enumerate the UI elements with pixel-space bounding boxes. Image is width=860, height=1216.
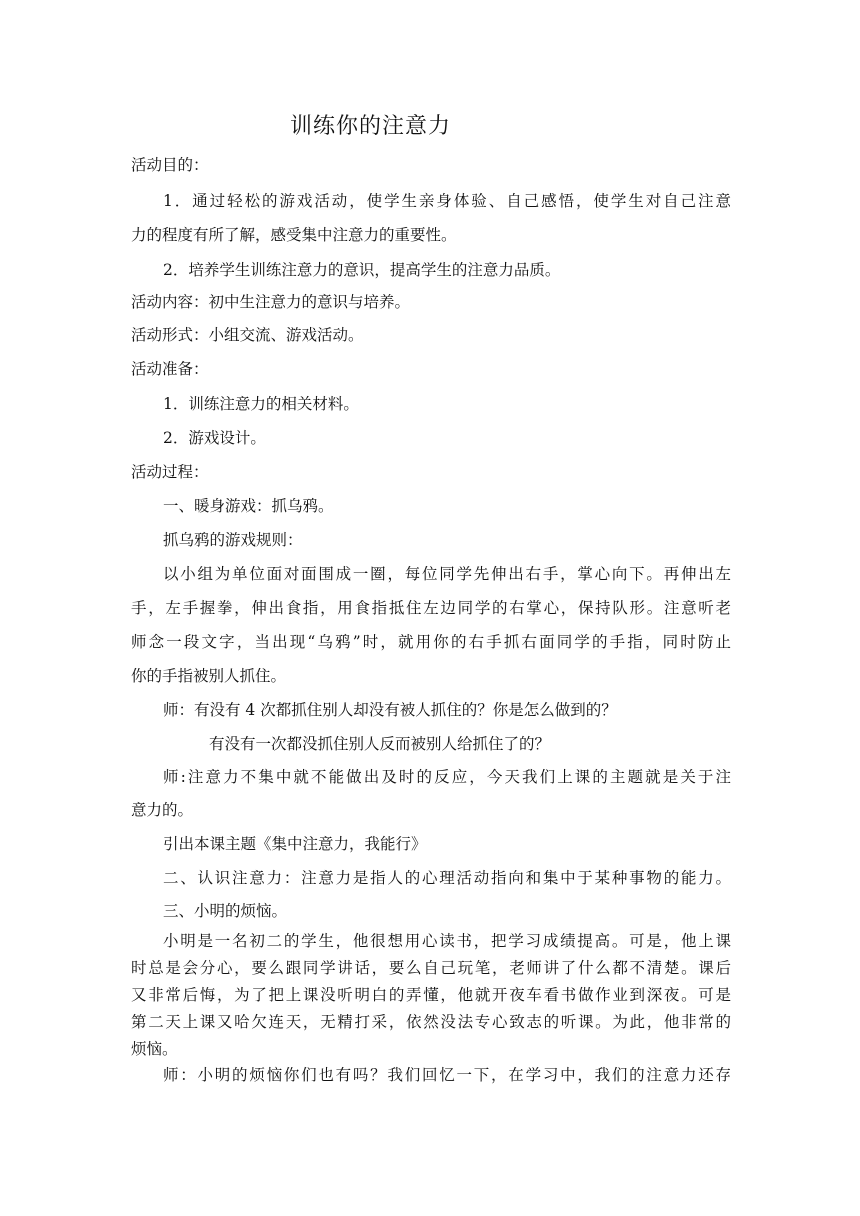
text-line: 第二天上课又哈欠连天，无精打采，依然没法专心致志的听课。为此，他非常的	[131, 1013, 731, 1031]
text-line-preparation-heading: 活动准备：	[131, 360, 209, 378]
text-line: 师：有没有 4 次都抓住别人却没有被人抓住的？你是怎么做到的？	[163, 701, 617, 719]
text-line: 有没有一次都没抓住别人反而被别人给抓住了的？	[209, 735, 551, 753]
text-line: 三、小明的烦恼。	[163, 902, 288, 920]
text-line: 一、暖身游戏：抓乌鸦。	[163, 497, 334, 515]
text-line: 小明是一名初二的学生，他很想用心读书，把学习成绩提高。可是，他上课	[163, 932, 731, 950]
text-line: 师：小明的烦恼你们也有吗？我们回忆一下，在学习中，我们的注意力还存	[163, 1066, 731, 1084]
text-line: 2．游戏设计。	[163, 429, 266, 447]
text-line: 时总是会分心，要么跟同学讲话，要么自己玩笔，老师讲了什么都不清楚。课后	[131, 959, 731, 977]
text-line-content: 活动内容：初中生注意力的意识与培养。	[131, 293, 411, 311]
text-line: 意力的。	[131, 801, 194, 819]
text-line: 力的程度有所了解，感受集中注意力的重要性。	[131, 226, 457, 244]
text-line: 又非常后悔，为了把上课没听明白的弄懂，他就开夜车看书做作业到深夜。可是	[131, 986, 731, 1004]
text-line-form: 活动形式：小组交流、游戏活动。	[131, 326, 364, 344]
text-line: 1．通过轻松的游戏活动，使学生亲身体验、自己感悟，使学生对自己注意	[163, 192, 731, 210]
text-line-purpose-heading: 活动目的：	[131, 156, 209, 174]
text-line: 抓乌鸦的游戏规则：	[163, 531, 303, 549]
text-line: 师念一段文字，当出现“乌鸦”时，就用你的右手抓右面同学的手指，同时防止	[131, 633, 731, 651]
text-line: 手，左手握拳，伸出食指，用食指抵住左边同学的右掌心，保持队形。注意听老	[131, 599, 731, 617]
text-line-process-heading: 活动过程：	[131, 463, 209, 481]
document-title: 训练你的注意力	[290, 114, 452, 139]
text-line: 你的手指被别人抓住。	[131, 667, 287, 685]
text-line: 以小组为单位面对面围成一圈，每位同学先伸出右手，掌心向下。再伸出左	[163, 565, 731, 583]
text-line: 烦恼。	[131, 1040, 178, 1058]
text-line: 引出本课主题《集中注意力，我能行》	[163, 835, 427, 853]
text-line: 师:注意力不集中就不能做出及时的反应，今天我们上课的主题就是关于注	[163, 768, 731, 786]
text-line: 1．训练注意力的相关材料。	[163, 395, 359, 413]
text-line: 2．培养学生训练注意力的意识，提高学生的注意力品质。	[163, 261, 561, 279]
text-line: 二、认识注意力：注意力是指人的心理活动指向和集中于某种事物的能力。	[163, 869, 731, 887]
